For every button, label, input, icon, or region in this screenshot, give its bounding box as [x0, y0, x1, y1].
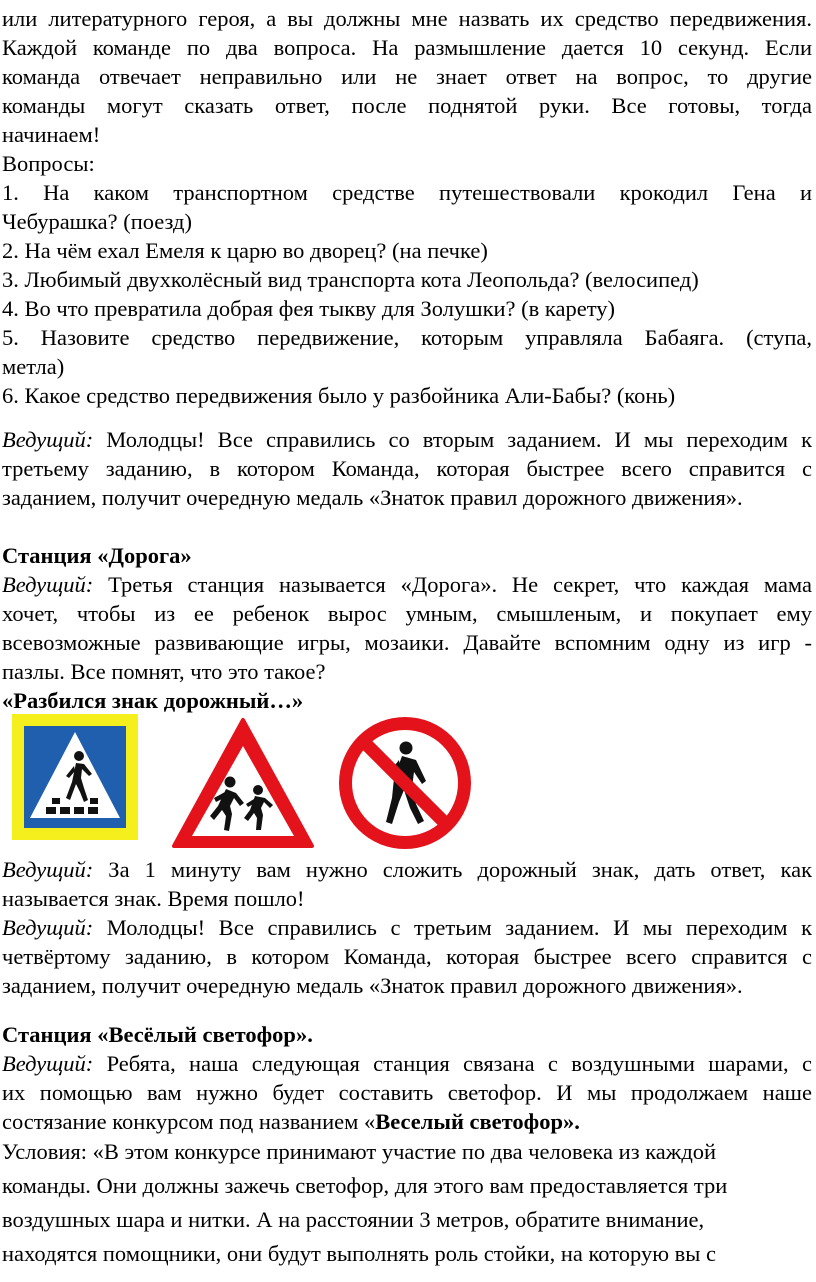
text-line: или литературного героя, а вы должны мне назвать их средство передвижения.: [2, 6, 812, 31]
text-line: Ведущий: Ребята, наша следующая станция связана с воздушными шарами, с: [2, 1051, 812, 1076]
text-line: Условия: «В этом конкурсе принимают участие по два человека из каждой: [2, 1139, 717, 1164]
text-line: команды могут сказать ответ, после поднятой руки. Все готовы, тогда: [2, 93, 812, 118]
host-label: Ведущий:: [2, 572, 94, 597]
station-light-section: [2, 1020, 812, 1136]
text-line: заданием, получит очередную медаль «Знаток правил дорожного движения».: [2, 973, 743, 998]
pedestrian-crossing-sign: [12, 714, 138, 840]
text-line: заданием, получит очередную медаль «Знаток правил дорожного движения».: [2, 485, 743, 510]
host-paragraph-3: [2, 855, 812, 913]
question-item: 6. Какое средство передвижения было у разбойника Али-Бабы? (конь): [2, 383, 676, 408]
text-line: воздушных шара и нитки. А на расстоянии 3 метров, обратите внимание,: [2, 1207, 705, 1232]
question-item: 4. Во что превратила добрая фея тыкву для Золушки? (в карету): [2, 296, 615, 321]
text-line: состязание конкурсом под названием «Веселый светофор».: [2, 1109, 580, 1134]
text-line: команда отвечает неправильно или не знает ответ на вопрос, то другие: [2, 64, 812, 89]
question-item: Чебурашка? (поезд): [2, 209, 192, 234]
text-line: команды. Они должны зажечь светофор, для этого вам предоставляется три: [2, 1173, 728, 1198]
host-label: Ведущий:: [2, 1051, 94, 1076]
no-pedestrians-sign: [336, 714, 474, 852]
station-road-section: [2, 541, 812, 715]
road-signs-row: [0, 712, 816, 854]
text-line: всевозможные развивающие игры, мозаики. Давайте вспомним одну из игр -: [2, 630, 812, 655]
question-item: 3. Любимый двухколёсный вид транспорта кота Леопольда? (велосипед): [2, 267, 699, 292]
host-label: Ведущий:: [2, 427, 94, 452]
conditions-paragraph: [2, 1135, 812, 1271]
text-line: Ведущий: Молодцы! Все справились со вторым заданием. И мы переходим к: [2, 427, 812, 452]
host-label: Ведущий:: [2, 857, 94, 882]
text-line: хочет, чтобы из ее ребенок вырос умным, смышленым, и покупает ему: [2, 601, 812, 626]
text-line: пазлы. Все помнят, что это такое?: [2, 659, 326, 684]
text-line: начинаем!: [2, 122, 101, 147]
text-line: находятся помощники, они будут выполнять роль стойки, на которую вы с: [2, 1241, 717, 1266]
text-line: называется знак. Время пошло!: [2, 886, 305, 911]
question-item: метла): [2, 354, 65, 379]
puzzle-title: «Разбился знак дорожный…»: [2, 688, 304, 713]
children-warning-sign: [170, 716, 316, 850]
host-paragraph-4: [2, 913, 812, 1000]
text-line: Каждой команде по два вопроса. На размышление дается 10 секунд. Если: [2, 35, 812, 60]
section-title: Станция «Дорога»: [2, 543, 192, 568]
text-line: Ведущий: Молодцы! Все справились с третьим заданием. И мы переходим к: [2, 915, 812, 940]
host-label: Ведущий:: [2, 915, 94, 940]
text-line: их помощью вам нужно будет составить светофор. И мы продолжаем наше: [2, 1080, 812, 1105]
text-line: Ведущий: За 1 минуту вам нужно сложить дорожный знак, дать ответ, как: [2, 857, 812, 882]
questions-list: [2, 178, 812, 410]
question-item: 2. На чём ехал Емеля к царю во дворец? (на печке): [2, 238, 488, 263]
section-title: Станция «Весёлый светофор».: [2, 1022, 313, 1047]
questions-heading: Вопросы:: [2, 151, 95, 176]
text-line: Ведущий: Третья станция называется «Дорога». Не секрет, что каждая мама: [2, 572, 812, 597]
question-item: 1. На каком транспортном средстве путешествовали крокодил Гена и: [2, 180, 812, 205]
intro-paragraph: [2, 4, 812, 178]
question-item: 5. Назовите средство передвижение, которым управляла Бабаяга. (ступа,: [2, 325, 812, 350]
host-paragraph-2: [2, 425, 812, 512]
text-line: четвёртому заданию, в котором Команда, которая быстрее всего справится с: [2, 944, 812, 969]
text-line: третьему заданию, в котором Команда, которая быстрее всего справится с: [2, 456, 812, 481]
